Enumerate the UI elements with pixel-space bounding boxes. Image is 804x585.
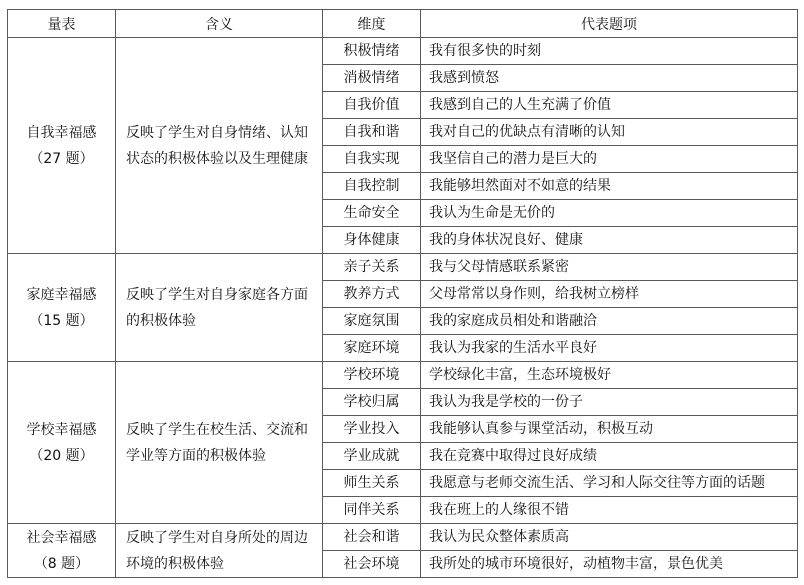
scale-cell-self xyxy=(8,38,116,254)
dimension-cell: 同伴关系 xyxy=(323,497,421,524)
dimension-cell: 自我价值 xyxy=(323,92,421,119)
item-cell: 我认为民众整体素质高 xyxy=(421,524,798,551)
item-cell: 我认为我家的生活水平良好 xyxy=(421,335,798,362)
header-dimension: 维度 xyxy=(323,10,421,38)
item-cell: 我能够认真参与课堂活动，积极互动 xyxy=(421,416,798,443)
item-cell: 我的身体状况良好、健康 xyxy=(421,227,798,254)
dimension-cell: 社会环境 xyxy=(323,551,421,578)
item-cell: 我能够坦然面对不如意的结果 xyxy=(421,173,798,200)
scale-count: （20 题） xyxy=(29,447,94,464)
dimension-cell: 积极情绪 xyxy=(323,38,421,65)
table-header-row xyxy=(8,10,798,38)
dimension-cell: 身体健康 xyxy=(323,227,421,254)
dimension-cell: 生命安全 xyxy=(323,200,421,227)
scale-count: （15 题） xyxy=(29,312,94,329)
dimension-cell: 学校环境 xyxy=(323,362,421,389)
meaning-cell-self: 反映了学生对自身情绪、认知状态的积极体验以及生理健康 xyxy=(116,38,323,254)
header-scale: 量表 xyxy=(8,10,116,38)
table-row xyxy=(8,524,798,551)
header-meaning: 含义 xyxy=(116,10,323,38)
scale-count: （8 题） xyxy=(33,555,90,572)
dimension-cell: 学校归属 xyxy=(323,389,421,416)
scale-name: 自我幸福感 xyxy=(26,124,97,141)
table-row xyxy=(8,38,798,65)
scale-cell-society xyxy=(8,524,116,578)
meaning-cell-family: 反映了学生对自身家庭各方面的积极体验 xyxy=(116,254,323,362)
scale-name: 学校幸福感 xyxy=(26,421,97,438)
meaning-cell-society: 反映了学生对自身所处的周边环境的积极体验 xyxy=(116,524,323,578)
item-cell: 我感到自己的人生充满了价值 xyxy=(421,92,798,119)
item-cell: 我对自己的优缺点有清晰的认知 xyxy=(421,119,798,146)
dimension-cell: 社会和谐 xyxy=(323,524,421,551)
item-cell: 我有很多快的时刻 xyxy=(421,38,798,65)
item-cell: 我坚信自己的潜力是巨大的 xyxy=(421,146,798,173)
item-cell: 我认为我是学校的一份子 xyxy=(421,389,798,416)
item-cell: 我愿意与老师交流生活、学习和人际交往等方面的话题 xyxy=(421,470,798,497)
item-cell: 我认为生命是无价的 xyxy=(421,200,798,227)
item-cell: 我感到愤怒 xyxy=(421,65,798,92)
dimension-cell: 自我和谐 xyxy=(323,119,421,146)
scale-count: （27 题） xyxy=(29,150,94,167)
dimension-cell: 家庭氛围 xyxy=(323,308,421,335)
wellbeing-scale-table xyxy=(7,9,798,578)
dimension-cell: 亲子关系 xyxy=(323,254,421,281)
dimension-cell: 自我实现 xyxy=(323,146,421,173)
item-cell: 我所处的城市环境很好，动植物丰富，景色优美 xyxy=(421,551,798,578)
dimension-cell: 家庭环境 xyxy=(323,335,421,362)
item-cell: 学校绿化丰富，生态环境极好 xyxy=(421,362,798,389)
dimension-cell: 自我控制 xyxy=(323,173,421,200)
scale-name: 社会幸福感 xyxy=(26,529,97,546)
scale-name: 家庭幸福感 xyxy=(26,286,97,303)
meaning-cell-school: 反映了学生在校生活、交流和学业等方面的积极体验 xyxy=(116,362,323,524)
item-cell: 父母常常以身作则，给我树立榜样 xyxy=(421,281,798,308)
scale-cell-family xyxy=(8,254,116,362)
dimension-cell: 学业投入 xyxy=(323,416,421,443)
item-cell: 我与父母情感联系紧密 xyxy=(421,254,798,281)
scale-cell-school xyxy=(8,362,116,524)
dimension-cell: 消极情绪 xyxy=(323,65,421,92)
dimension-cell: 师生关系 xyxy=(323,470,421,497)
item-cell: 我在班上的人缘很不错 xyxy=(421,497,798,524)
header-item: 代表题项 xyxy=(421,10,798,38)
document-page xyxy=(7,9,797,578)
item-cell: 我在竞赛中取得过良好成绩 xyxy=(421,443,798,470)
dimension-cell: 学业成就 xyxy=(323,443,421,470)
dimension-cell: 教养方式 xyxy=(323,281,421,308)
table-row xyxy=(8,362,798,389)
table-row xyxy=(8,254,798,281)
item-cell: 我的家庭成员相处和谐融洽 xyxy=(421,308,798,335)
